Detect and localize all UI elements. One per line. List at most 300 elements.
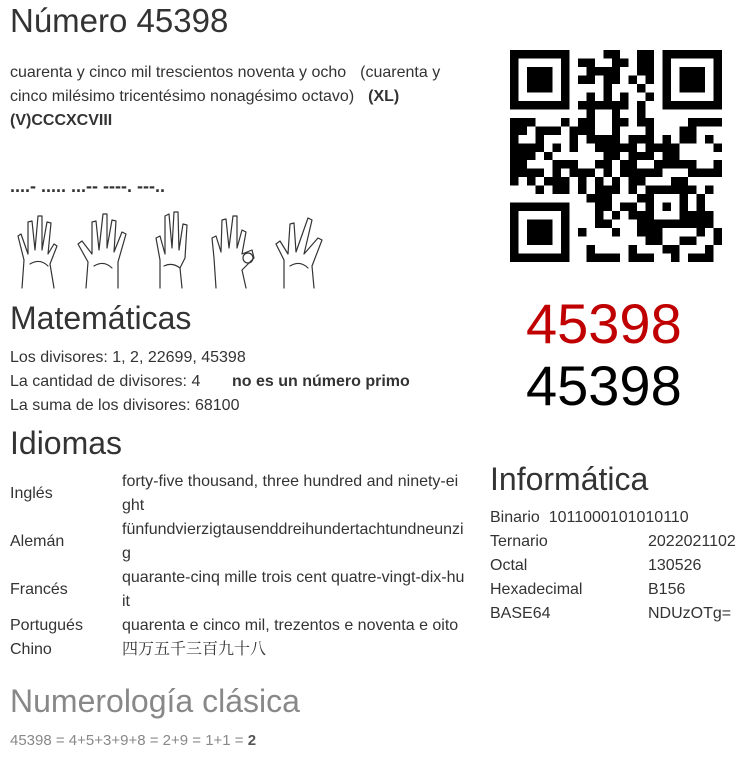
qr-module	[544, 84, 552, 92]
qr-module	[535, 101, 543, 109]
qr-module	[595, 101, 603, 109]
qr-module	[646, 254, 654, 262]
qr-module	[612, 186, 620, 194]
qr-module	[629, 211, 637, 219]
conversion-row	[490, 530, 736, 554]
base-value: B156	[648, 581, 686, 598]
language-row	[10, 566, 467, 614]
qr-module	[654, 186, 662, 194]
qr-module	[671, 152, 679, 160]
qr-module	[527, 101, 535, 109]
qr-module	[603, 75, 611, 83]
qr-module	[586, 75, 594, 83]
qr-module	[535, 67, 543, 75]
qr-module	[646, 67, 654, 75]
qr-module	[578, 118, 586, 126]
qr-module	[535, 143, 543, 151]
qr-module	[578, 126, 586, 134]
qr-module	[586, 101, 594, 109]
qr-module	[705, 118, 713, 126]
qr-module	[518, 254, 526, 262]
qr-module	[680, 211, 688, 219]
qr-module	[714, 67, 722, 75]
qr-module	[578, 169, 586, 177]
language-text: fünfundvierzigtausenddreihundertachtundneunzig	[122, 521, 464, 562]
qr-module	[663, 160, 671, 168]
qr-module	[535, 228, 543, 236]
qr-module	[663, 101, 671, 109]
qr-module	[586, 126, 594, 134]
qr-module	[705, 101, 713, 109]
roman-numeral: (XL)(V)CCCXCVIII	[10, 88, 400, 129]
qr-module	[510, 228, 518, 236]
qr-module	[646, 194, 654, 202]
qr-module	[637, 177, 645, 185]
qr-module	[544, 75, 552, 83]
qr-module	[637, 67, 645, 75]
qr-module	[561, 211, 569, 219]
qr-module	[680, 194, 688, 202]
qr-module	[654, 143, 662, 151]
qr-module	[561, 160, 569, 168]
base-value: NDUzOTg=	[648, 605, 732, 622]
qr-module	[612, 109, 620, 117]
qr-module	[705, 254, 713, 262]
qr-module	[646, 75, 654, 83]
qr-module	[637, 84, 645, 92]
sign-language-hands	[10, 208, 335, 292]
qr-module	[637, 50, 645, 58]
qr-module	[595, 135, 603, 143]
qr-module	[569, 169, 577, 177]
qr-module	[646, 118, 654, 126]
base-conversion-table	[490, 530, 736, 626]
binary-label: Binario	[490, 509, 540, 526]
qr-module	[510, 245, 518, 253]
qr-module	[603, 67, 611, 75]
qr-module	[671, 160, 679, 168]
qr-module	[510, 160, 518, 168]
base-label: Hexadecimal	[490, 581, 583, 598]
qr-module	[510, 152, 518, 160]
qr-module	[612, 118, 620, 126]
qr-module	[578, 177, 586, 185]
qr-module	[637, 118, 645, 126]
qr-module	[527, 152, 535, 160]
qr-module	[688, 160, 696, 168]
qr-module	[637, 152, 645, 160]
qr-module	[612, 143, 620, 151]
qr-module	[663, 50, 671, 58]
qr-module	[697, 84, 705, 92]
language-row	[10, 470, 467, 518]
qr-module	[637, 211, 645, 219]
qr-module	[612, 101, 620, 109]
languages-section-title: Idiomas	[10, 425, 123, 461]
qr-module	[637, 135, 645, 143]
prime-status: no es un número primo	[232, 373, 410, 390]
qr-module	[518, 169, 526, 177]
hand-five-icon	[78, 214, 126, 288]
qr-module	[535, 50, 543, 58]
qr-module	[612, 211, 620, 219]
qr-module	[561, 203, 569, 211]
qr-module	[510, 254, 518, 262]
qr-module	[629, 152, 637, 160]
divisor-sum: La suma de los divisores: 68100	[10, 397, 240, 414]
qr-module	[552, 177, 560, 185]
qr-module	[561, 254, 569, 262]
qr-module	[535, 203, 543, 211]
qr-module	[654, 160, 662, 168]
qr-module	[595, 177, 603, 185]
qr-module	[654, 228, 662, 236]
qr-module	[697, 211, 705, 219]
hand-three-icon	[156, 212, 187, 288]
qr-module	[663, 203, 671, 211]
qr-module	[518, 203, 526, 211]
qr-module	[705, 220, 713, 228]
qr-module	[663, 152, 671, 160]
qr-module	[561, 118, 569, 126]
qr-module	[663, 58, 671, 66]
qr-module	[527, 67, 535, 75]
qr-module	[714, 160, 722, 168]
qr-module	[578, 101, 586, 109]
qr-module	[535, 84, 543, 92]
qr-module	[680, 135, 688, 143]
qr-module	[612, 67, 620, 75]
qr-module	[714, 92, 722, 100]
qr-module	[552, 126, 560, 134]
qr-module	[688, 126, 696, 134]
qr-module	[535, 126, 543, 134]
base-label: BASE64	[490, 605, 551, 622]
qr-module	[586, 135, 594, 143]
qr-module	[629, 135, 637, 143]
qr-module	[688, 50, 696, 58]
ordinal-words: (cuarenta y cinco milésimo tricentésimo nonagésimo octavo)	[10, 64, 441, 105]
qr-module	[544, 177, 552, 185]
conversion-row	[490, 554, 736, 578]
qr-module	[714, 118, 722, 126]
qr-module	[612, 228, 620, 236]
qr-module	[510, 118, 518, 126]
qr-module	[663, 220, 671, 228]
number-words	[10, 61, 472, 133]
base-label: Ternario	[490, 533, 548, 550]
qr-module	[527, 50, 535, 58]
qr-module	[637, 101, 645, 109]
qr-module	[680, 126, 688, 134]
language-name: Inglés	[10, 485, 53, 502]
qr-module	[705, 50, 713, 58]
language-name: Francés	[10, 581, 68, 598]
qr-module	[561, 245, 569, 253]
divisor-count: La cantidad de divisores: 4	[10, 373, 201, 390]
qr-module	[705, 169, 713, 177]
hand-nine-icon	[212, 216, 254, 288]
qr-module	[680, 177, 688, 185]
qr-module	[603, 50, 611, 58]
qr-module	[552, 160, 560, 168]
qr-module	[510, 135, 518, 143]
qr-module	[569, 135, 577, 143]
qr-module	[544, 220, 552, 228]
qr-module	[552, 254, 560, 262]
qr-module	[646, 169, 654, 177]
qr-module	[646, 126, 654, 134]
math-section-title: Matemáticas	[10, 300, 192, 336]
qr-module	[612, 126, 620, 134]
qr-module	[688, 237, 696, 245]
qr-module	[671, 50, 679, 58]
qr-module	[646, 152, 654, 160]
qr-module	[552, 101, 560, 109]
qr-module	[527, 118, 535, 126]
qr-module	[697, 118, 705, 126]
qr-module	[688, 101, 696, 109]
qr-module	[561, 67, 569, 75]
qr-module	[680, 160, 688, 168]
qr-module	[586, 254, 594, 262]
qr-module	[510, 50, 518, 58]
qr-module	[569, 143, 577, 151]
qr-module	[637, 109, 645, 117]
qr-module	[697, 169, 705, 177]
qr-module	[510, 220, 518, 228]
qr-module	[680, 237, 688, 245]
qr-module	[561, 177, 569, 185]
qr-module	[527, 203, 535, 211]
qr-module	[646, 203, 654, 211]
qr-module	[688, 254, 696, 262]
base-value: 2022021102	[648, 533, 736, 550]
qr-module	[603, 84, 611, 92]
qr-module	[688, 84, 696, 92]
qr-module	[663, 245, 671, 253]
informatics-section-title: Informática	[490, 461, 649, 497]
qr-module	[697, 228, 705, 236]
qr-module	[510, 203, 518, 211]
qr-module	[612, 58, 620, 66]
qr-module	[697, 50, 705, 58]
divisors-line: Los divisores: 1, 2, 22699, 45398	[10, 349, 246, 366]
numerology-result: 2	[247, 732, 257, 749]
qr-module	[714, 101, 722, 109]
qr-module	[561, 50, 569, 58]
qr-module	[603, 92, 611, 100]
conversion-row	[490, 602, 736, 626]
spanish-words: cuarenta y cinco mil trescientos noventa y ocho	[10, 64, 347, 81]
qr-module	[620, 143, 628, 151]
qr-module	[629, 143, 637, 151]
qr-module	[569, 126, 577, 134]
qr-module	[637, 220, 645, 228]
qr-module	[688, 135, 696, 143]
qr-module	[697, 220, 705, 228]
qr-module	[646, 237, 654, 245]
qr-module	[595, 203, 603, 211]
qr-module	[552, 143, 560, 151]
qr-module	[680, 186, 688, 194]
qr-module	[612, 75, 620, 83]
qr-module	[510, 101, 518, 109]
qr-module	[697, 194, 705, 202]
qr-module	[629, 245, 637, 253]
qr-module	[680, 75, 688, 83]
qr-module	[595, 220, 603, 228]
qr-module	[552, 186, 560, 194]
qr-module	[705, 211, 713, 219]
qr-module	[620, 58, 628, 66]
qr-module	[552, 169, 560, 177]
qr-module	[629, 160, 637, 168]
qr-module	[586, 245, 594, 253]
qr-module	[603, 101, 611, 109]
qr-module	[586, 58, 594, 66]
numerology-expression: 45398 = 4+5+3+9+8 = 2+9 = 1+1 =	[10, 732, 244, 749]
qr-module	[688, 67, 696, 75]
qr-module	[510, 169, 518, 177]
qr-module	[578, 58, 586, 66]
conversion-row	[490, 578, 736, 602]
qr-module	[527, 228, 535, 236]
qr-module	[680, 101, 688, 109]
qr-module	[714, 237, 722, 245]
qr-module	[603, 169, 611, 177]
qr-module	[697, 203, 705, 211]
number-display-red: 45398	[526, 292, 682, 355]
qr-module	[561, 228, 569, 236]
qr-module	[586, 92, 594, 100]
qr-module	[561, 84, 569, 92]
qr-module	[603, 220, 611, 228]
qr-module	[671, 245, 679, 253]
qr-module	[697, 67, 705, 75]
qr-module	[586, 67, 594, 75]
qr-module	[646, 50, 654, 58]
qr-module	[612, 135, 620, 143]
qr-module	[595, 160, 603, 168]
qr-module	[527, 237, 535, 245]
qr-module	[518, 101, 526, 109]
qr-module	[620, 203, 628, 211]
language-row	[10, 638, 467, 662]
qr-module	[510, 84, 518, 92]
qr-module	[544, 126, 552, 134]
qr-module	[646, 143, 654, 151]
qr-module	[620, 169, 628, 177]
qr-module	[654, 169, 662, 177]
qr-module	[646, 58, 654, 66]
qr-module	[510, 126, 518, 134]
qr-module	[595, 211, 603, 219]
qr-module	[697, 75, 705, 83]
qr-module	[561, 58, 569, 66]
language-row	[10, 518, 467, 566]
qr-module	[688, 211, 696, 219]
qr-module	[518, 152, 526, 160]
qr-module	[586, 118, 594, 126]
qr-module	[544, 50, 552, 58]
qr-module	[663, 186, 671, 194]
qr-module	[629, 254, 637, 262]
qr-module	[544, 237, 552, 245]
qr-module	[637, 194, 645, 202]
qr-module	[629, 177, 637, 185]
qr-module	[629, 203, 637, 211]
page-title: Número 45398	[10, 2, 229, 39]
qr-module	[510, 75, 518, 83]
language-text: 四万五千三百九十八	[122, 641, 267, 658]
qr-module	[535, 75, 543, 83]
qr-module	[680, 220, 688, 228]
qr-module	[578, 228, 586, 236]
qr-module	[561, 101, 569, 109]
qr-module	[518, 160, 526, 168]
qr-module	[663, 143, 671, 151]
base-value: 130526	[648, 557, 702, 574]
qr-module	[578, 75, 586, 83]
qr-module	[586, 109, 594, 117]
numerology-section-title: Numerología clásica	[10, 683, 300, 719]
qr-module	[603, 152, 611, 160]
qr-module	[510, 177, 518, 185]
qr-module	[671, 186, 679, 194]
qr-module	[629, 186, 637, 194]
qr-code	[510, 50, 722, 262]
qr-module	[637, 228, 645, 236]
qr-module	[688, 169, 696, 177]
qr-module	[680, 84, 688, 92]
qr-module	[552, 50, 560, 58]
qr-module	[714, 228, 722, 236]
qr-module	[561, 220, 569, 228]
qr-module	[697, 254, 705, 262]
qr-module	[620, 160, 628, 168]
qr-module	[544, 101, 552, 109]
qr-module	[671, 143, 679, 151]
qr-module	[688, 186, 696, 194]
qr-module	[663, 135, 671, 143]
qr-module	[697, 101, 705, 109]
qr-module	[612, 177, 620, 185]
qr-module	[646, 220, 654, 228]
qr-module	[510, 92, 518, 100]
qr-module	[671, 177, 679, 185]
qr-module	[518, 118, 526, 126]
qr-module	[561, 237, 569, 245]
qr-module	[518, 126, 526, 134]
qr-module	[535, 220, 543, 228]
languages-table	[10, 470, 467, 662]
qr-module	[688, 220, 696, 228]
qr-module	[612, 50, 620, 58]
qr-module	[603, 135, 611, 143]
qr-module	[612, 254, 620, 262]
qr-module	[705, 135, 713, 143]
binary-line	[490, 506, 689, 530]
qr-module	[527, 177, 535, 185]
qr-module	[535, 135, 543, 143]
qr-module	[535, 169, 543, 177]
qr-module	[510, 211, 518, 219]
qr-module	[527, 220, 535, 228]
qr-module	[646, 211, 654, 219]
qr-module	[680, 203, 688, 211]
qr-module	[629, 169, 637, 177]
